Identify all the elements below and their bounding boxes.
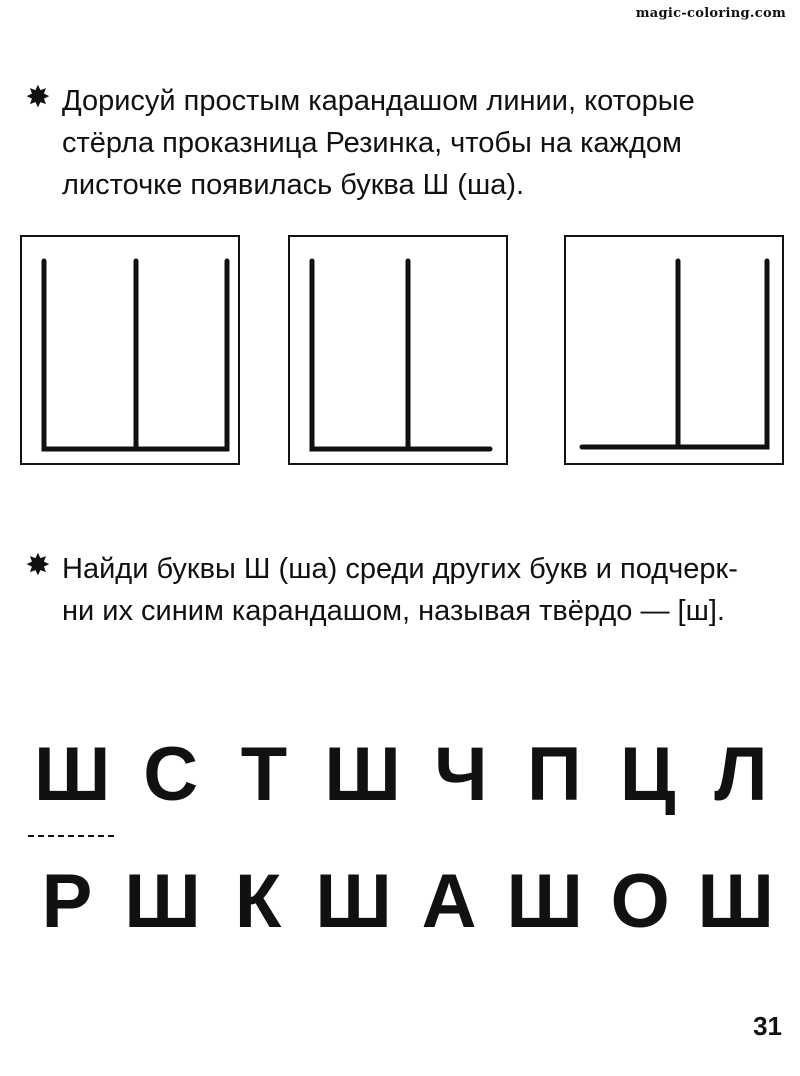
letter-sha-drawing-2 [290,237,506,463]
letter[interactable]: Р [41,859,93,944]
task-1 [24,80,794,206]
task-2 [24,548,794,632]
letter-sha-drawing-1 [22,237,238,463]
letter-row-2 [34,859,774,944]
letter[interactable]: Ш [506,859,583,944]
letter-sha-underlined[interactable]: Ш [34,732,111,817]
letter[interactable]: Ч [434,732,488,817]
letter-sha-drawing-3 [566,237,782,463]
star-icon: ✸ [25,81,51,114]
star-icon: ✸ [25,549,51,582]
letter[interactable]: Ш [315,859,392,944]
task-1-text: Дорисуй простым карандашом линии, которые стёрла проказница Резинка, чтобы на каждом листочке появилась буква Ш (ша). [62,85,695,201]
page-number: 31 [753,1011,782,1041]
letter[interactable]: О [610,859,670,944]
letter[interactable]: А [421,859,477,944]
letter[interactable]: Т [240,732,288,817]
source-watermark: magic-coloring.com [635,6,786,21]
card-3 [564,235,784,465]
task-2-text: Найди буквы Ш (ша) среди других букв и подчерк- ни их синим карандашом, называя твёрдо — [ш]. [62,553,738,627]
card-2 [288,235,508,465]
letter[interactable]: Л [714,732,768,817]
letter[interactable]: П [527,732,582,817]
letter[interactable]: К [234,859,282,944]
letter[interactable]: Ш [124,859,201,944]
letter[interactable]: С [143,732,199,817]
letter-row-1 [34,732,774,817]
letter[interactable]: Ц [619,732,676,817]
letter[interactable]: Ш [324,732,401,817]
letter[interactable]: Ш [697,859,774,944]
card-1 [20,235,240,465]
